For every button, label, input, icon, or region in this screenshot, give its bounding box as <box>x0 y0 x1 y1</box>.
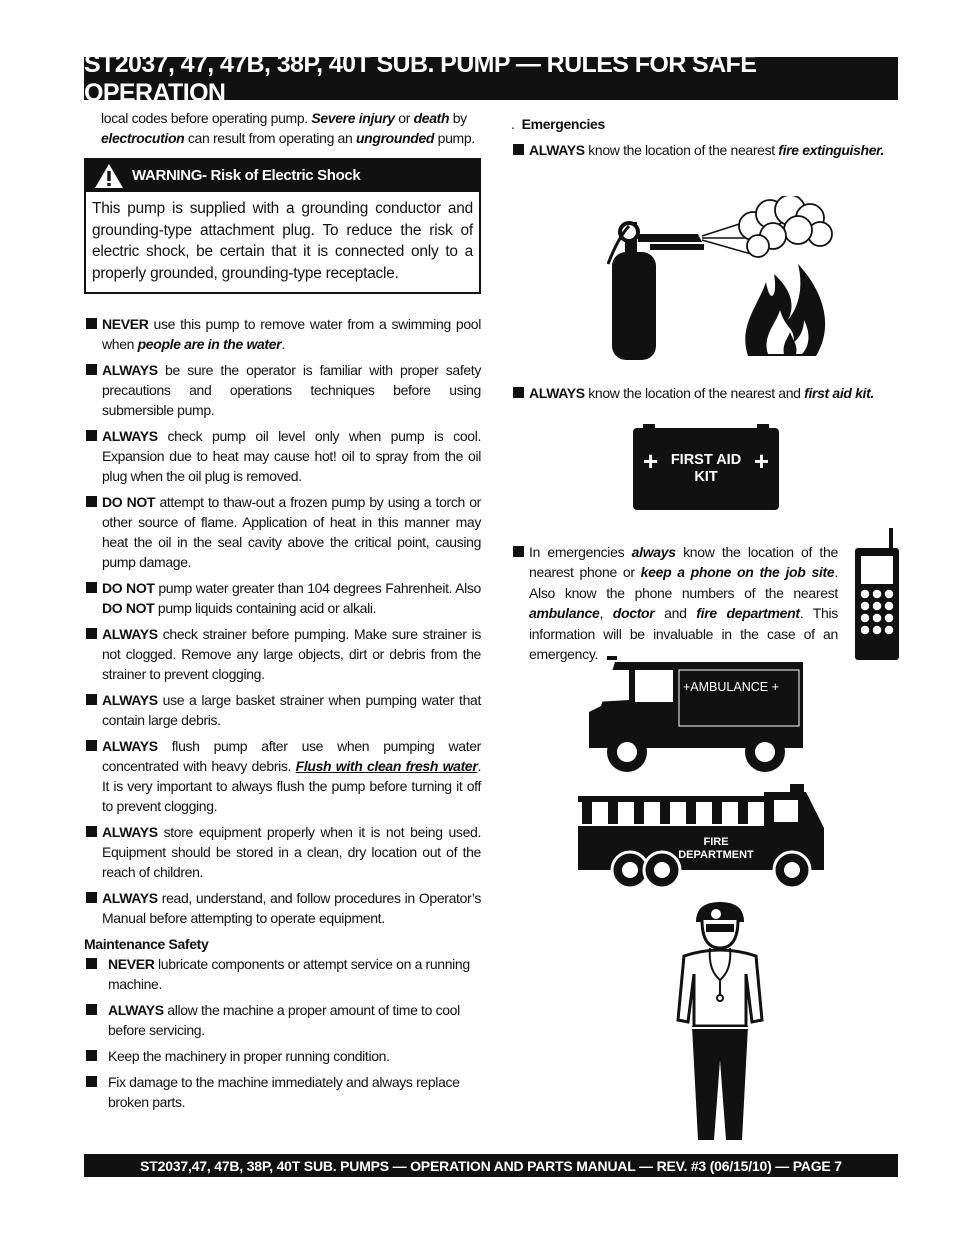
list-item <box>84 690 481 730</box>
list-item <box>511 140 901 160</box>
bullet-keyword: ALWAYS <box>102 626 158 642</box>
bullet-text: lubricate components or attempt service on a running machine. <box>108 956 470 992</box>
plus-icon: + <box>643 446 659 476</box>
warning-box <box>84 158 481 294</box>
intro-text: or <box>394 110 414 126</box>
bullet-square-icon <box>86 1076 97 1087</box>
bullet-text: allow the machine a proper amount of time to cool before servicing. <box>108 1002 460 1038</box>
bullet-keyword: ALWAYS <box>102 738 158 754</box>
bullet-text: use this pump to remove water from a swimming pool when <box>102 316 481 352</box>
bullet-text: use a large basket strainer when pumping water that contain large debris. <box>102 692 481 728</box>
bullet-keyword: NEVER <box>102 316 149 332</box>
bullet-text: check pump oil level only when pump is cool. Expansion due to heat may cause hot! oil to spray from the oil plug when the oil plug is removed. <box>102 428 481 484</box>
list-item <box>84 492 481 572</box>
bullet-square-icon <box>513 144 524 155</box>
bullet-square-icon <box>86 1050 97 1061</box>
maintenance-title: Maintenance Safety <box>84 936 209 952</box>
intro-em: electrocution <box>101 130 185 146</box>
emergencies-title-text: Emergencies <box>521 116 605 132</box>
phone-em: doctor <box>612 605 655 622</box>
intro-text: local codes before operating pump. <box>101 110 312 126</box>
bullet-keyword: ALWAYS <box>102 692 158 708</box>
bullet-square-icon <box>86 892 97 903</box>
kit-hinge <box>757 424 769 430</box>
bullet-text: flush pump after use when pumping water concentrated with heavy debris. <box>102 738 481 774</box>
bullet-keyword: NEVER <box>108 956 155 972</box>
phone-em: ambulance <box>529 605 600 622</box>
right-column <box>511 114 901 160</box>
ambulance-icon <box>587 656 805 774</box>
bullet-text: read, understand, and follow procedures in Operator’s Manual before attempting to operate equipment. <box>102 890 481 926</box>
fire-dept-line: DEPARTMENT <box>678 849 754 861</box>
kit-hinge <box>643 424 655 430</box>
first-aid-line: KIT <box>694 469 718 485</box>
bullet-keyword: DO NOT <box>102 494 156 510</box>
bullet-square-icon <box>86 694 97 705</box>
bullet-text: store equipment properly when it is not being used. Equipment should be stored in a clean, dry location out of the reach of children. <box>102 824 481 880</box>
bullet-em: Flush with clean fresh water <box>295 758 478 774</box>
list-item <box>84 1046 481 1066</box>
phone-em: keep a phone on the job site <box>640 564 835 581</box>
bullet-keyword: ALWAYS <box>529 142 585 158</box>
bullet-text: know the location of the nearest <box>584 142 779 158</box>
bullet-keyword: ALWAYS <box>102 890 158 906</box>
bullet-text: Fix damage to the machine immediately and always replace broken parts. <box>108 1074 460 1110</box>
list-item <box>84 736 481 816</box>
first-aid-line: FIRST AID <box>670 452 742 468</box>
bullet-keyword: ALWAYS <box>102 428 158 444</box>
page-title: ST2037, 47, 47B, 38P, 40T SUB. PUMP — RULES FOR SAFE OPERATION <box>84 57 898 100</box>
first-aid-label <box>671 452 741 486</box>
safety-bullet-list <box>84 314 481 928</box>
list-item <box>84 822 481 882</box>
phone-em: fire department <box>696 605 800 622</box>
bullet-square-icon <box>86 582 97 593</box>
list-item <box>84 1000 481 1040</box>
intro-em: Severe injury <box>311 110 395 126</box>
bullet-text: pump liquids containing acid or alkali. <box>154 600 377 616</box>
bullet-em: first aid kit. <box>804 385 874 401</box>
phone-text: know the location of the nearest phone or <box>529 544 838 581</box>
bullet-square-icon <box>86 958 97 969</box>
bullet-square-icon <box>86 430 97 441</box>
fire-extinguisher-icon <box>598 196 838 366</box>
phone-paragraph <box>511 542 838 664</box>
bullet-keyword: DO NOT <box>102 600 155 616</box>
bullet-text: be sure the operator is familiar with proper safety precautions and operations techniques before using submersible pump. <box>102 362 481 418</box>
list-item <box>84 360 481 420</box>
list-item <box>84 314 481 354</box>
bullet-em: people are in the water <box>137 336 282 352</box>
warning-body: This pump is supplied with a grounding conductor and grounding-type attachment plug. To reduce the risk of electric shock, be certain that it is connected only to a properly grounded, grounding-type receptacle. <box>92 200 473 282</box>
bullet-square-icon <box>86 364 97 375</box>
bullet-em: fire extinguisher. <box>778 142 885 158</box>
intro-text: by <box>449 110 467 126</box>
bullet-keyword: DO NOT <box>102 580 155 596</box>
page-footer: ST2037,47, 47B, 38P, 40T SUB. PUMPS — OPERATION AND PARTS MANUAL — REV. #3 (06/15/10) — PAGE 7 <box>84 1154 898 1177</box>
intro-em: ungrounded <box>355 130 435 146</box>
warning-header <box>86 160 479 192</box>
emergencies-title <box>511 114 901 134</box>
bullet-square-icon <box>513 546 524 557</box>
bullet-square-icon <box>86 826 97 837</box>
list-item <box>84 578 481 618</box>
left-column <box>84 108 481 1118</box>
bullet-text: attempt to thaw-out a frozen pump by using a torch or other source of flame. Application of heat in this manner may heat the oil in the seal cavity above the critical point, causing pump damage. <box>102 494 481 570</box>
bullet-keyword: ALWAYS <box>108 1002 164 1018</box>
bullet-keyword: ALWAYS <box>102 362 158 378</box>
bullet-text: pump water greater than 104 degrees Fahrenheit. Also <box>154 580 481 596</box>
doctor-icon <box>672 900 768 1144</box>
bullet-keyword: ALWAYS <box>529 385 585 401</box>
bullet-square-icon <box>86 318 97 329</box>
phone-text: In emergencies <box>529 544 632 560</box>
ambulance-drawing <box>587 656 805 774</box>
intro-text: pump. <box>434 130 475 146</box>
bullet-text: . It is very important to always flush the pump before turning it off to prevent clogging. <box>102 758 481 814</box>
fire-dept-line: FIRE <box>703 836 729 848</box>
list-item <box>84 1072 481 1112</box>
list-item <box>84 624 481 684</box>
intro-paragraph <box>101 108 481 148</box>
warning-title: WARNING- Risk of Electric Shock <box>132 167 361 184</box>
bullet-text: check strainer before pumping. Make sure strainer is not clogged. Remove any large objects, dirt or debris from the strainer to prevent clogging. <box>102 626 481 682</box>
first-aid-kit-icon <box>633 428 779 510</box>
list-item <box>511 383 874 403</box>
list-item <box>84 954 481 994</box>
bullet-square-icon <box>86 496 97 507</box>
phone-text: . Also know the phone numbers of the nearest <box>529 564 838 601</box>
bullet-keyword: ALWAYS <box>102 824 158 840</box>
list-item <box>84 426 481 486</box>
bullet-text: . <box>281 336 285 352</box>
intro-em: death <box>413 110 450 126</box>
bullet-square-icon <box>86 628 97 639</box>
bullet-text: know the location of the nearest and <box>584 385 805 401</box>
bullet-square-icon <box>86 740 97 751</box>
phone-text: and <box>654 605 697 622</box>
dot-mark: . <box>511 116 522 132</box>
cell-phone-icon <box>853 528 901 664</box>
ambulance-label: +AMBULANCE + <box>683 680 779 694</box>
fire-department-label <box>674 836 758 862</box>
bullet-text: Keep the machinery in proper running condition. <box>108 1048 390 1064</box>
intro-text: can result from operating an <box>184 130 356 146</box>
phone-text: . This information will be invaluable in the case of an emergency. <box>529 605 838 663</box>
plus-icon: + <box>753 446 769 476</box>
warning-triangle-icon <box>94 163 124 189</box>
bullet-square-icon <box>86 1004 97 1015</box>
phone-em: always <box>631 544 676 560</box>
list-item <box>84 888 481 928</box>
fire-truck-icon <box>578 782 824 890</box>
bullet-square-icon <box>513 387 524 398</box>
phone-text: , <box>599 605 613 622</box>
